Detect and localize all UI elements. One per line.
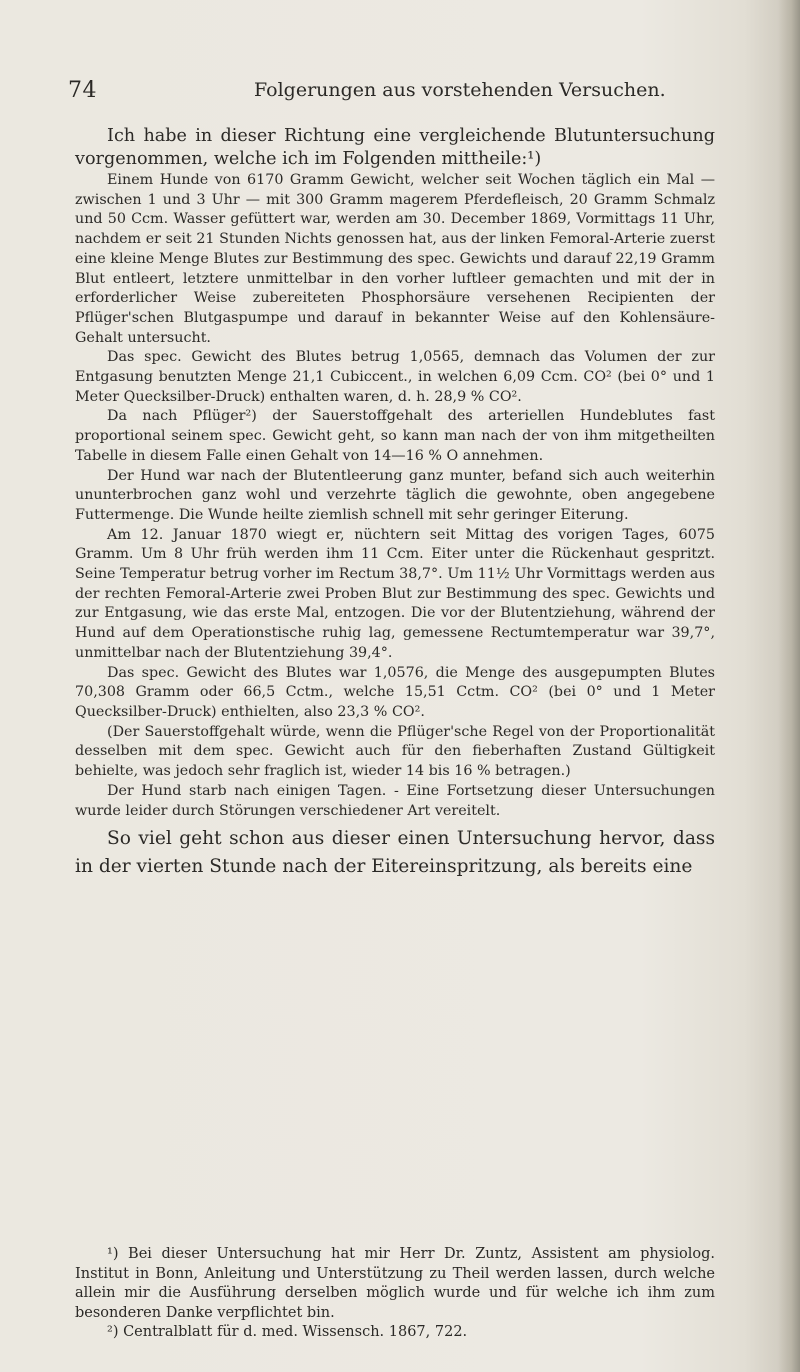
paragraph-2: Das spec. Gewicht des Blutes betrug 1,0565, demnach das Volumen der zur Entgasung benutzten Menge 21,1 Cubiccent., in welchen 6,09 Ccm. CO² (bei 0° und 1 Meter Quecksilber-Druck) enthalten waren, d. h. 28,9 % CO². (75, 349, 715, 405)
paragraph-7: (Der Sauerstoffgehalt würde, wenn die Pflüger'sche Regel von der Proportionalität desselben mit dem spec. Gewicht auch für den fieberhaften Zustand Gültigkeit behielte, was jedoch sehr fraglich ist, wieder 14 bis 16 % betragen.) (75, 723, 715, 780)
page-header (68, 78, 708, 110)
paragraph-3: Da nach Pflüger²) der Sauerstoffgehalt des arteriellen Hundeblutes fast proportional seinem spec. Gewicht geht, so kann man nach der von ihm mitgetheilten Tabelle in diesem Falle einen Gehalt von 14—16 % O annehmen. (75, 408, 715, 464)
paragraph-8: Der Hund starb nach einigen Tagen. - Eine Fortsetzung dieser Untersuchungen wurde leider durch Störungen verschiedener Art vereitelt. (75, 782, 715, 819)
running-head: Folgerungen aus vorstehenden Versuchen. (254, 79, 666, 101)
paragraph-1: Einem Hunde von 6170 Gramm Gewicht, welcher seit Wochen täglich ein Mal — zwischen 1 und 3 Uhr — mit 300 Gramm magerem Pferdefleisch, 20 Gramm Schmalz und 50 Ccm. Wasser gefüttert war, werden am 30. December 1869, Vormittags 11 Uhr, nachdem er seit 21 Stunden Nichts genossen hat, aus der linken Femoral-Arterie zuerst eine kleine Menge Blutes zur Bestimmung des spec. Gewichts und darauf 22,19 Gramm Blut entleert, letztere unmittelbar in den vorher luftleer gemachten und mit der in erforderlicher Weise zubereiteten Phosphorsäure versehenen Recipienten der Pflüger'schen Blutgaspumpe und darauf in bekannter Weise auf den Kohlensäure-Gehalt untersucht. (75, 172, 715, 346)
page-number: 74 (68, 78, 97, 103)
page-edge-shadow (778, 0, 800, 1372)
intro-paragraph: Ich habe in dieser Richtung eine vergleichende Blutuntersuchung vorgenommen, welche ich im Folgenden mittheile:¹) (75, 126, 715, 169)
paragraph-5: Am 12. Januar 1870 wiegt er, nüchtern seit Mittag des vorigen Tages, 6075 Gramm. Um 8 Uhr früh werden ihm 11 Ccm. Eiter unter die Rückenhaut gespritzt. Seine Temperatur betrug vorher im Rectum 38,7°. Um 11½ Uhr Vormittags werden aus der rechten Femoral-Arterie zwei Proben Blut zur Bestimmung des spec. Gewichts und zur Entgasung, wie das erste Mal, entzogen. Die vor der Blutentziehung, während der Hund auf dem Operationstische ruhig lag, gemessene Rectumtemperatur war 39,7°, unmittelbar nach der Blutentziehung 39,4°. (75, 526, 715, 661)
paragraph-6: Das spec. Gewicht des Blutes war 1,0576, die Menge des ausgepumpten Blutes 70,308 Gramm oder 66,5 Cctm., welche 15,51 Cctm. CO² (bei 0° und 1 Meter Quecksilber-Druck) enthielten, also 23,3 % CO². (75, 664, 715, 720)
footnote-1: ¹) Bei dieser Untersuchung hat mir Herr Dr. Zuntz, Assistent am physiolog. Institut in Bonn, Anleitung und Unterstützung zu Theil werden lassen, durch welche allein mir die Ausführung derselben möglich wurde und für welche ich ihm zum besonderen Danke verpflichtet bin. (75, 1246, 715, 1321)
body-text (75, 125, 715, 881)
footnotes (75, 1245, 715, 1343)
paragraph-4: Der Hund war nach der Blutentleerung ganz munter, befand sich auch weiterhin ununterbrochen ganz wohl und verzehrte täglich die gewohnte, oben angegebene Futtermenge. Die Wunde heilte ziemlish schnell mit sehr geringer Eiterung. (75, 467, 715, 523)
conclusion-paragraph: So viel geht schon aus dieser einen Untersuchung hervor, dass in der vierten Stunde nach der Eitereinspritzung, als bereits eine (75, 828, 715, 878)
footnote-2: ²) Centralblatt für d. med. Wissensch. 1867, 722. (107, 1324, 468, 1340)
